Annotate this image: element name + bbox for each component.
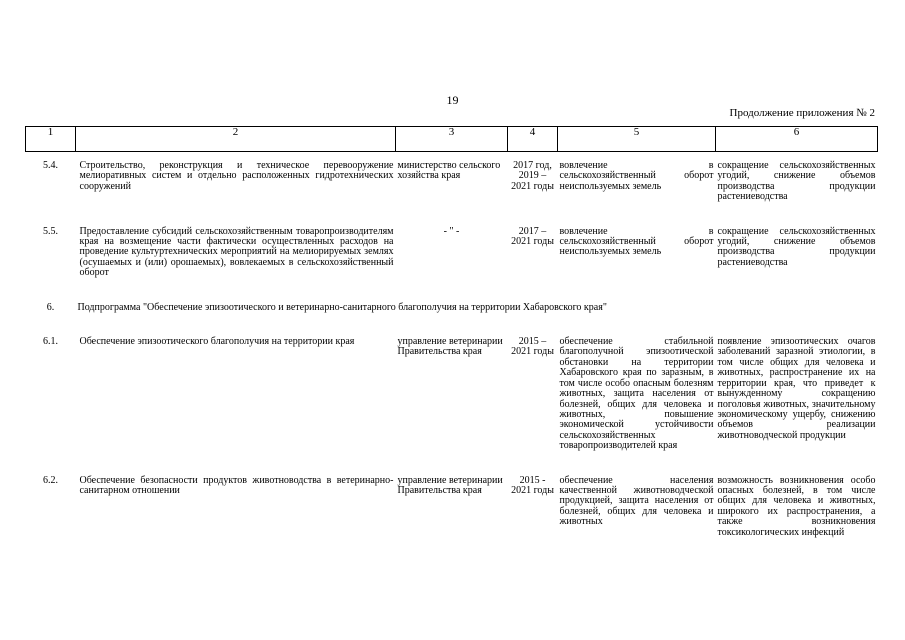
row-number: 6.1. xyxy=(43,336,58,348)
consequence-cell: сокращение сельскохозяйственных угодий, снижение объемов производства продукции растениеводства xyxy=(717,225,876,268)
result-cell: обеспечение населения качественной животноводческой продукцией, защита населения от болезней, общих для человека и животных xyxy=(559,474,714,528)
result-cell: вовлечение в сельскохозяйственный оборот неиспользуемых земель xyxy=(559,225,714,258)
header-col-5: 5 xyxy=(558,127,716,152)
executor-cell: министерство сельского хозяйства края xyxy=(397,160,501,182)
page-number: 19 xyxy=(446,93,459,107)
table-header-row xyxy=(26,127,878,152)
row-number: 5.4. xyxy=(43,160,58,171)
executor-cell: - " - xyxy=(443,225,460,237)
activity-cell: Предоставление субсидий сельскохозяйственным товаропроизводителям края на возмещение части фактически осуществленных расходов на проведение культуртехнических мероприятий на мелиорируемых землях (осушаемых и (или) орошаемых), вовлекаемых в сельскохозяйственный оборот xyxy=(79,225,394,279)
row-number: 6.2. xyxy=(43,474,58,486)
term-cell: 2017 год, 2019 – 2021 годы xyxy=(511,160,554,192)
term-cell: 2015 – 2021 годы xyxy=(511,336,554,358)
activity-cell: Обеспечение безопасности продуктов животноводства в ветеринарно-санитарном отношении xyxy=(79,474,394,496)
result-cell: обеспечение стабильной благополучной эпизоотической обстановки на территории Хабаровского края по заразным, в том числе особо опасным болезням животных, защита населения от болезней, общих для человека и животных, повышение экономической устойчивости сельскохозяйственных товаропроизводителей края xyxy=(559,336,714,452)
subprogram-number: 6. xyxy=(46,301,55,313)
table-row xyxy=(26,476,878,538)
activity-cell: Строительство, реконструкция и техническое перевооружение мелиоративных систем и отдельно расположенных гидротехнических сооружений xyxy=(79,160,394,192)
table-row xyxy=(26,227,878,279)
consequence-cell: появление эпизоотических очагов заболеваний заразной этиологии, в том числе общих для человека и животных, распространение их на территории края, что приведет к вынужденному сокращению поголовья животных, значительному экономическому ущербу, снижению объемов реализации животноводческой продукции xyxy=(717,336,876,441)
result-cell: вовлечение в сельскохозяйственный оборот неиспользуемых земель xyxy=(559,160,714,192)
executor-cell: управление ветеринарии Правительства края xyxy=(397,474,503,496)
table-row xyxy=(26,337,878,451)
header-col-1: 1 xyxy=(26,127,76,152)
consequence-cell: сокращение сельскохозяйственных угодий, снижение объемов производства продукции растениеводства xyxy=(717,160,876,203)
subprogram-title: Подпрограмма "Обеспечение эпизоотического и ветеринарно-санитарного благополучия на территории Хабаровского края" xyxy=(77,301,607,313)
measures-table xyxy=(25,126,878,538)
subprogram-row xyxy=(26,303,878,313)
table-row xyxy=(26,161,878,203)
term-cell: 2015 - 2021 годы xyxy=(511,474,554,496)
consequence-cell: возможность возникновения особо опасных болезней, в том числе общих для человека и животных, широкого их распространения, а также возникновения токсикологических инфекций xyxy=(717,474,876,538)
term-cell: 2017 – 2021 годы xyxy=(511,225,554,248)
executor-cell: управление ветеринарии Правительства края xyxy=(397,336,503,358)
header-col-4: 4 xyxy=(508,127,558,152)
activity-cell: Обеспечение эпизоотического благополучия на территории края xyxy=(79,336,355,348)
continuation-label: Продолжение приложения № 2 xyxy=(729,107,875,119)
header-col-3: 3 xyxy=(396,127,508,152)
header-col-6: 6 xyxy=(716,127,878,152)
header-col-2: 2 xyxy=(76,127,396,152)
row-number: 5.5. xyxy=(43,225,58,237)
